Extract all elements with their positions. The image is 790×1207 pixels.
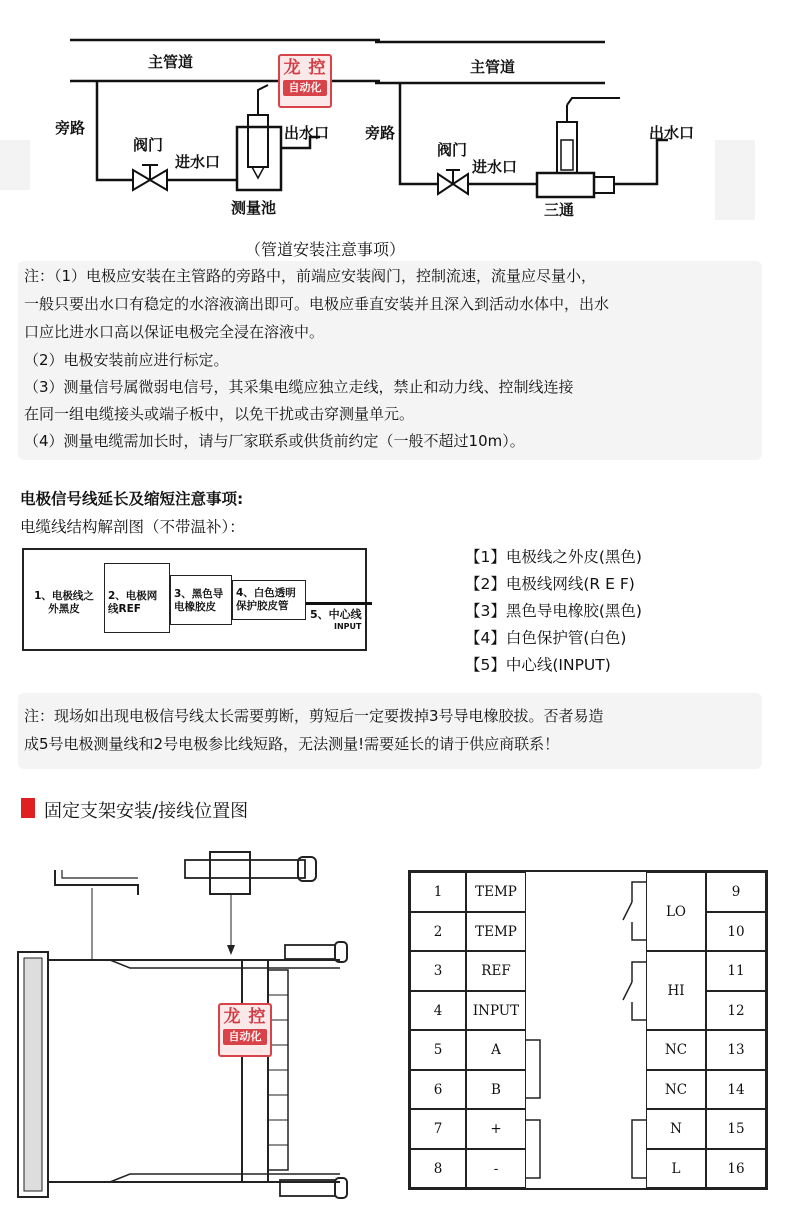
terminal-num-5: 5 [410, 1030, 466, 1070]
note-line: （2）电极安装前应进行标定。 [24, 351, 229, 369]
cable-cut-notes [18, 693, 762, 769]
note-line: 注：现场如出现电极信号线太长需要剪断，剪短后一定要拨掉3号导电橡胶拔。否者易造 [24, 707, 604, 725]
note-line: （4）测量电缆需加长时，请与厂家联系或供货前约定（一般不超过10m）。 [24, 432, 525, 450]
bracket-section-title: 固定支架安装/接线位置图 [44, 801, 249, 822]
legend-item: 【1】电极线之外皮(黑色) [465, 548, 642, 566]
legend-item: 【5】中心线(INPUT) [465, 656, 611, 674]
inlet-label: 进水口 [175, 153, 221, 171]
tee-label: 三通 [544, 201, 575, 219]
pipe-install-caption: （管道安装注意事项） [245, 240, 406, 259]
terminal-label-1: TEMP [466, 872, 526, 912]
tee-installation-diagram [350, 0, 790, 235]
note-line: 一般只要出水口有稳定的水溶液滴出即可。电极应垂直安装并且深入到活动水体中，出水 [24, 295, 610, 313]
terminal-num-7: 7 [410, 1109, 466, 1149]
terminal-label-4: INPUT [466, 991, 526, 1030]
terminal-label-2: TEMP [466, 912, 526, 951]
outlet-label: 出水口 [284, 124, 330, 142]
outlet-label-2: 出水口 [649, 124, 695, 142]
terminal-label-6: B [466, 1070, 526, 1109]
terminal-label-13: NC [646, 1030, 706, 1070]
terminal-num-12: 12 [706, 991, 766, 1030]
watermark-stamp: 龙 控 自动化 [218, 1003, 272, 1057]
note-line: 成5号电极测量线和2号电极参比线短路，无法测量!需要延长的请于供应商联系！ [24, 735, 560, 753]
terminal-label-14: NC [646, 1070, 706, 1109]
cable-section-title: 电极信号线延长及缩短注意事项: [20, 490, 244, 508]
terminal-num-6: 6 [410, 1070, 466, 1109]
cable-core [306, 602, 372, 605]
terminal-num-15: 15 [706, 1109, 766, 1149]
terminal-num-8: 8 [410, 1149, 466, 1188]
pool-installation-diagram [0, 0, 390, 235]
relay-hi-label: HI [646, 951, 706, 1030]
cable-core-label: 5、中心线 [310, 608, 362, 621]
terminal-num-14: 14 [706, 1070, 766, 1109]
cable-core-input-label: INPUT [334, 622, 362, 631]
bypass-label: 旁路 [55, 119, 86, 137]
terminal-label-8: - [466, 1149, 526, 1188]
wiring-symbols [526, 872, 646, 1188]
terminal-label-5: A [466, 1030, 526, 1070]
legend-item: 【2】电极线网线(R E F) [465, 575, 635, 593]
section-accent-bar [21, 798, 35, 818]
legend-item: 【4】白色保护管(白色) [465, 629, 627, 647]
valve-label-2: 阀门 [437, 141, 468, 159]
terminal-num-1: 1 [410, 872, 466, 912]
main-pipe-label: 主管道 [148, 53, 194, 71]
pipe-install-notes [18, 261, 762, 460]
main-pipe-label-2: 主管道 [470, 58, 516, 76]
terminal-label-3: REF [466, 951, 526, 991]
relay-lo-label: LO [646, 872, 706, 951]
legend-item: 【3】黑色导电橡胶(黑色) [465, 602, 642, 620]
note-line: 注：（1）电极应安装在主管路的旁路中，前端应安装阀门，控制流速，流量应尽量小， [24, 267, 597, 285]
note-line: 在同一组电缆接头或端子板中，以免干扰或击穿测量单元。 [24, 405, 415, 423]
bracket-mounting-diagram [10, 840, 370, 1207]
valve-label: 阀门 [133, 136, 164, 154]
terminal-num-9: 9 [706, 872, 766, 912]
cable-layer-1: 1、电极线之外黑皮 [26, 576, 102, 636]
terminal-num-11: 11 [706, 951, 766, 991]
cable-layer-4: 4、白色透明保护胶皮管 [232, 580, 306, 620]
note-line: 口应比进水口高以保证电极完全浸在溶液中。 [24, 323, 325, 341]
pool-label: 测量池 [231, 199, 277, 217]
cable-section-subtitle: 电缆线结构解剖图（不带温补）： [20, 518, 245, 536]
inlet-label-2: 进水口 [472, 158, 518, 176]
cable-cross-section-diagram [22, 548, 377, 651]
terminal-num-16: 16 [706, 1149, 766, 1188]
cable-layer-2: 2、电极网线REF [104, 563, 170, 633]
terminal-label-7: + [466, 1109, 526, 1149]
watermark-stamp: 龙 控 自动化 [278, 54, 332, 108]
terminal-num-4: 4 [410, 991, 466, 1030]
terminal-wiring-diagram [408, 870, 768, 1190]
note-line: （3）测量信号属微弱电信号，其采集电缆应独立走线，禁止和动力线、控制线连接 [24, 378, 574, 396]
cable-layer-3: 3、黑色导电橡胶皮 [170, 575, 232, 625]
terminal-num-10: 10 [706, 912, 766, 951]
terminal-num-13: 13 [706, 1030, 766, 1070]
terminal-num-2: 2 [410, 912, 466, 951]
terminal-label-15: N [646, 1109, 706, 1149]
terminal-num-3: 3 [410, 951, 466, 991]
terminal-label-16: L [646, 1149, 706, 1188]
bypass-label-2: 旁路 [365, 124, 396, 142]
